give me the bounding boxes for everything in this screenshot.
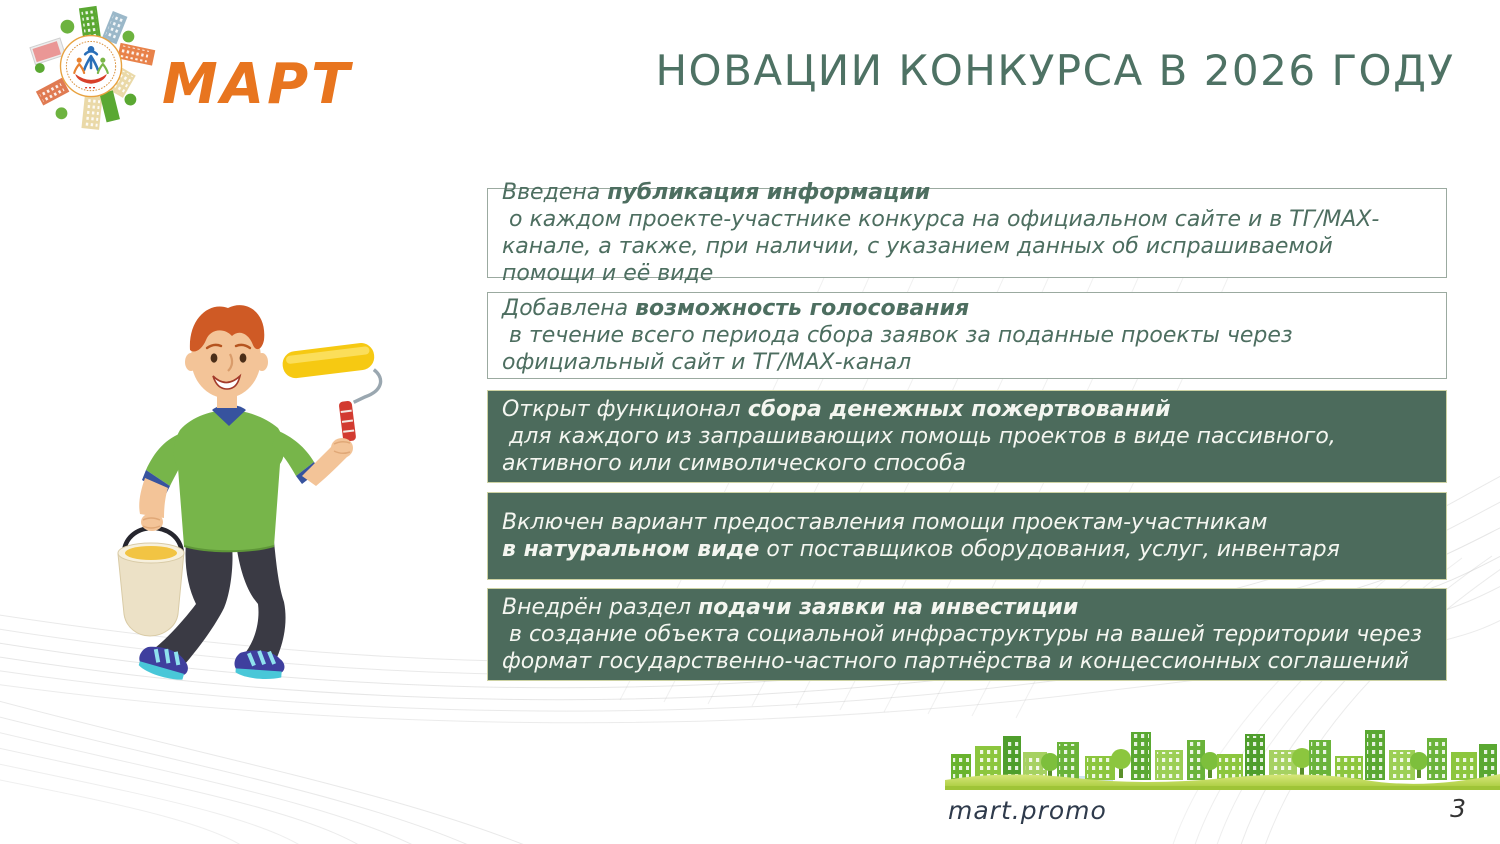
info-box-voting bbox=[487, 292, 1447, 379]
text-run: в натуральном виде bbox=[502, 537, 760, 562]
info-box-investments bbox=[487, 588, 1447, 681]
logo-wordmark: МАРТ bbox=[162, 51, 353, 117]
info-box-donations bbox=[487, 390, 1447, 483]
text-run: Открыт функционал bbox=[502, 397, 748, 422]
logo bbox=[28, 4, 352, 136]
text-run: возможность голосования bbox=[635, 296, 970, 321]
city-circle-logo-icon bbox=[28, 4, 156, 136]
site-url: mart.promo bbox=[948, 796, 1107, 825]
text-run: сбора денежных пожертвований bbox=[747, 397, 1171, 422]
info-box-in-kind-help bbox=[487, 492, 1447, 580]
page-title: НОВАЦИИ КОНКУРСА В 2026 ГОДУ bbox=[655, 46, 1455, 95]
text-run: о каждом проекте-участнике конкурса на официальном сайте и в ТГ/МАХ-канале, а также, при наличии, с указанием данных об испрашиваемой помощи и её виде bbox=[502, 207, 1380, 286]
text-run: Введена bbox=[502, 180, 608, 205]
text-run: Добавлена bbox=[502, 296, 636, 321]
text-run: Включен вариант предоставления помощи проектам-участникам bbox=[502, 510, 1275, 535]
info-box-publication bbox=[487, 180, 1447, 286]
text-run: публикация информации bbox=[607, 180, 931, 205]
text-run: в создание объекта социальной инфраструктуры на вашей территории через формат государственно-частного партнёрства и концессионных соглашений bbox=[502, 622, 1429, 674]
city-skyline-illustration bbox=[945, 726, 1500, 792]
page-number: 3 bbox=[1450, 794, 1466, 823]
text-run: для каждого из запрашивающих помощь проектов в виде пассивного, активного или символического способа bbox=[502, 424, 1343, 476]
text-run: Внедрён раздел bbox=[502, 595, 699, 620]
text-run: от поставщиков оборудования, услуг, инвентаря bbox=[759, 537, 1340, 562]
text-run: в течение всего периода сбора заявок за поданные проекты через официальный сайт и ТГ/МАХ-канал bbox=[502, 323, 1300, 375]
painter-character-illustration bbox=[88, 298, 423, 693]
text-run: подачи заявки на инвестиции bbox=[698, 595, 1079, 620]
